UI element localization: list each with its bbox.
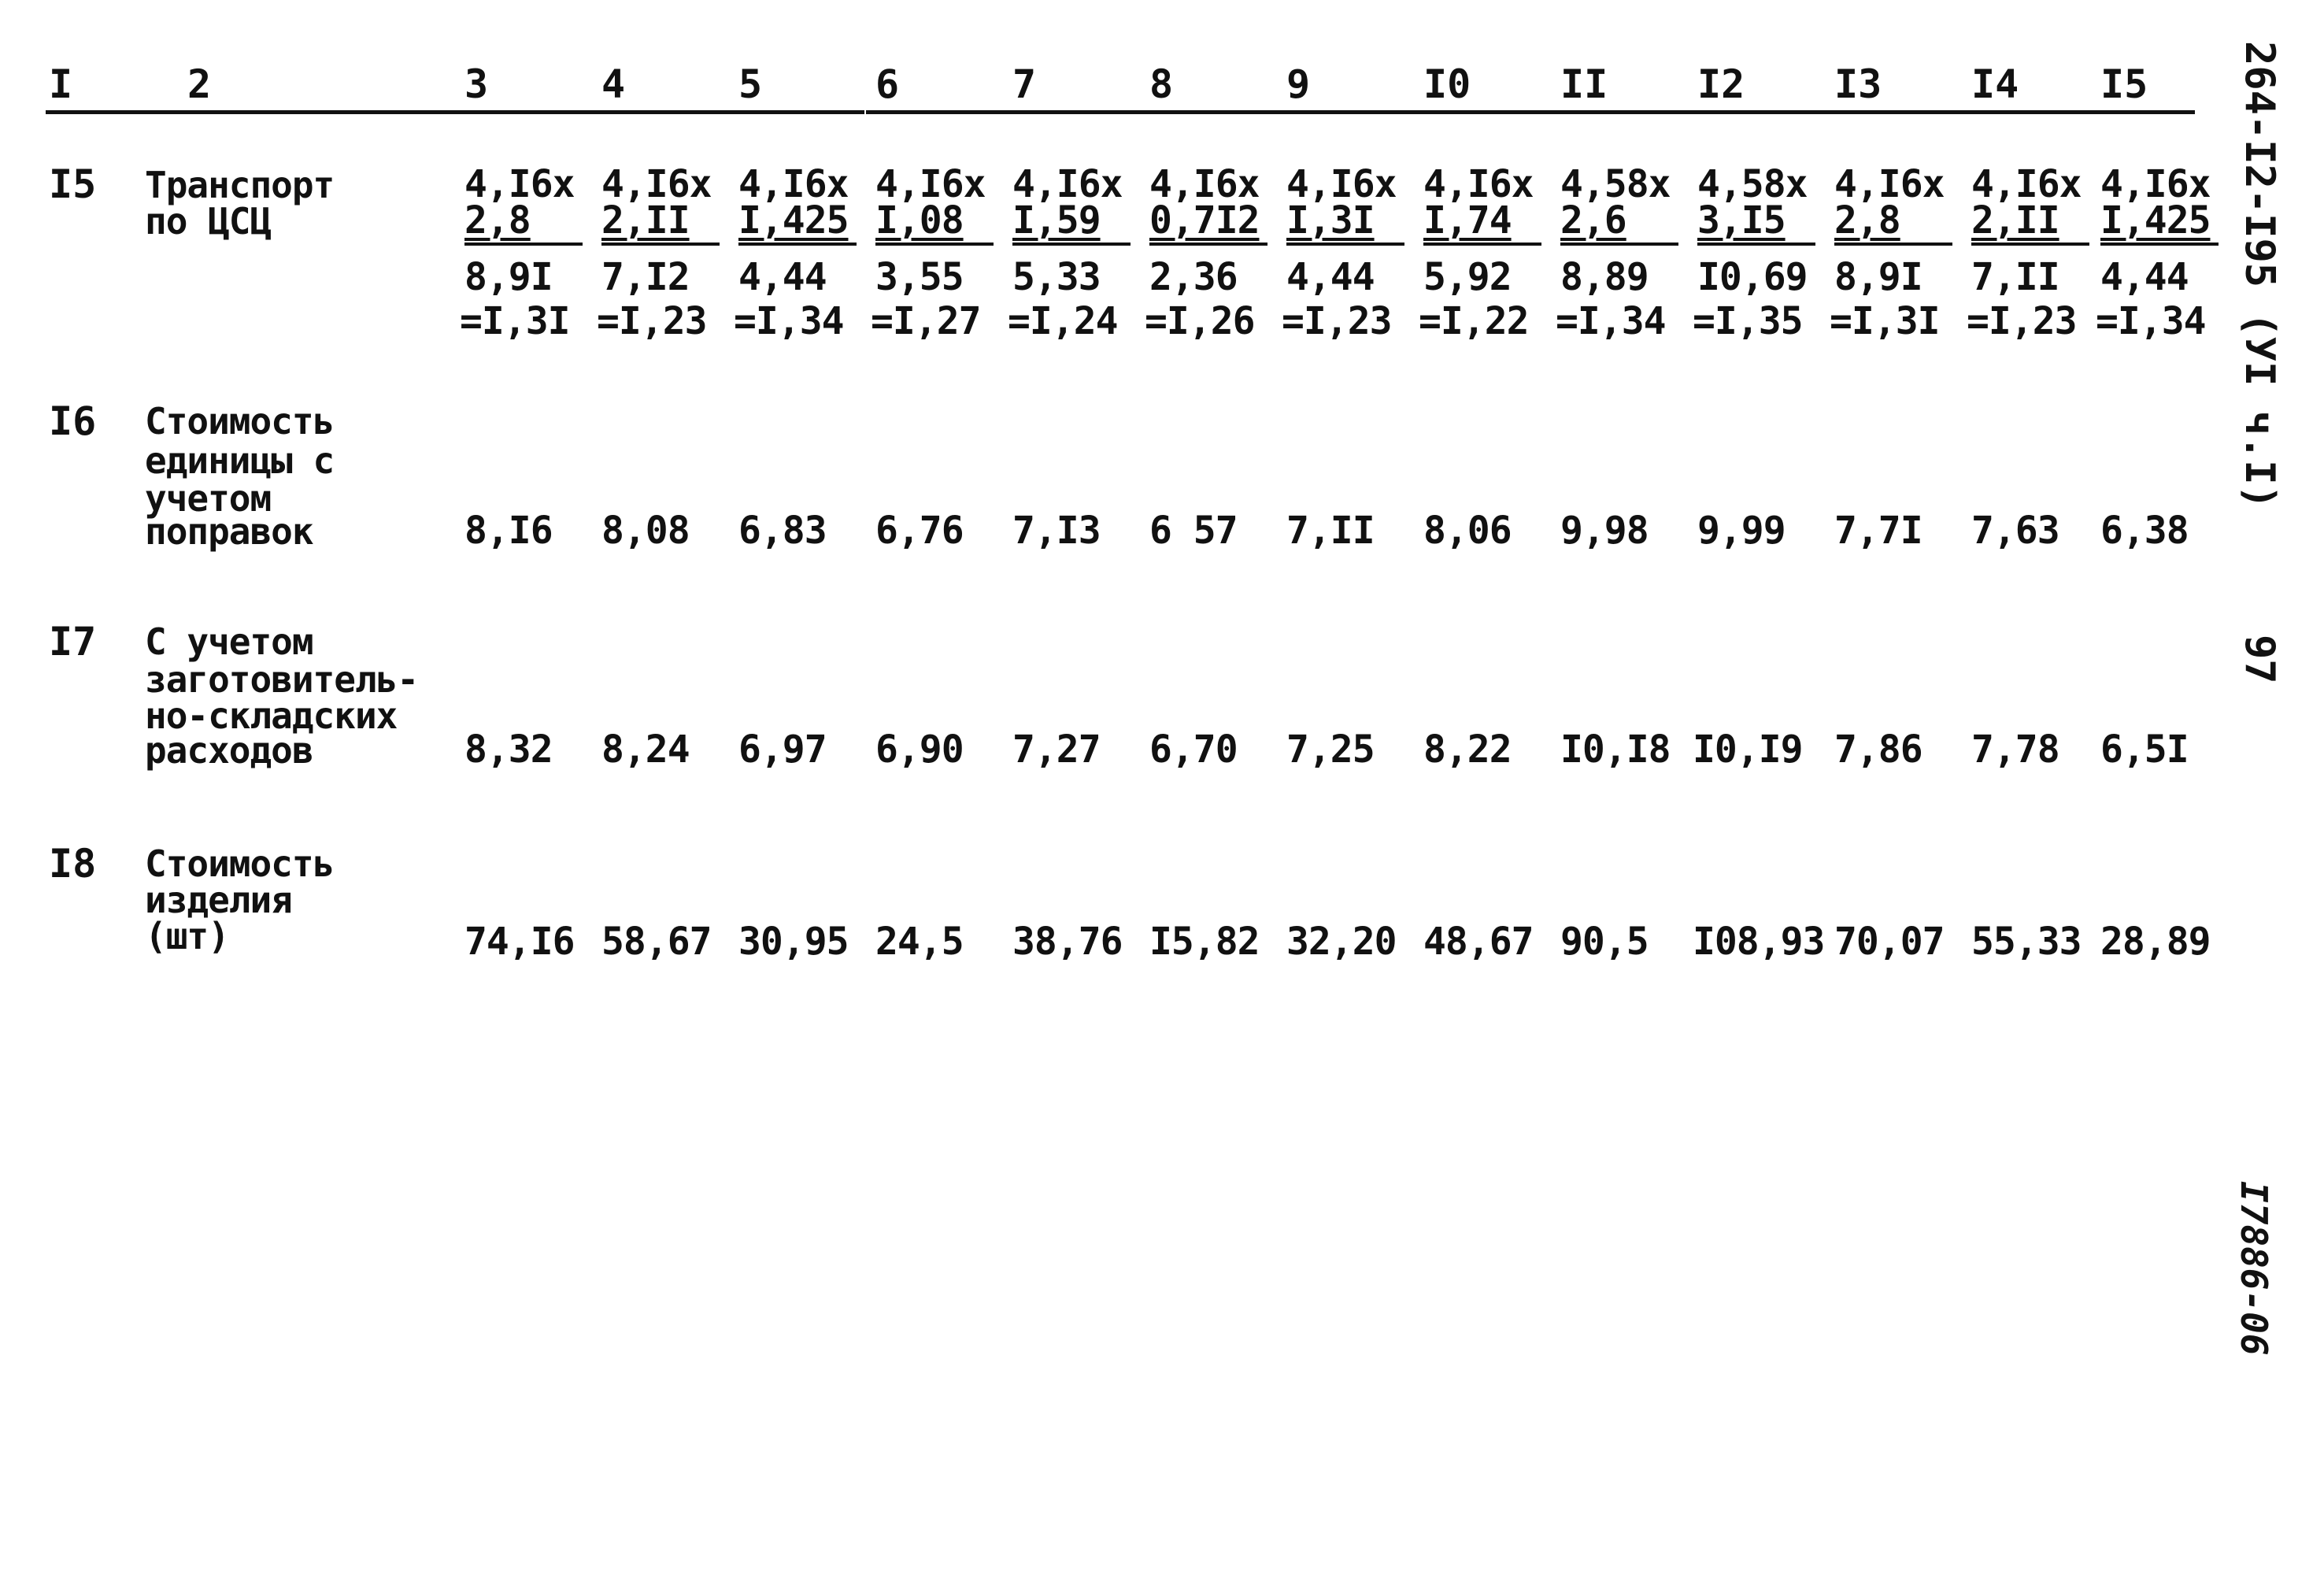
transport-product: 7,I2 bbox=[601, 255, 690, 299]
transport-result: =I,3I bbox=[460, 299, 570, 343]
transport-rate: 4,I6x bbox=[1012, 162, 1123, 206]
unit-cost-value: 9,99 bbox=[1697, 509, 1786, 553]
fraction-rule bbox=[1834, 243, 1952, 246]
transport-rate: 4,I6x bbox=[464, 162, 575, 206]
header-col-5: 5 bbox=[738, 61, 763, 107]
procurement-cost-value: I0,I8 bbox=[1560, 728, 1671, 772]
procurement-cost-value: 7,86 bbox=[1834, 728, 1922, 772]
transport-result: =I,23 bbox=[597, 299, 707, 343]
fraction-rule bbox=[875, 243, 994, 246]
transport-distance: 2,6 bbox=[1560, 198, 1626, 243]
transport-distance: I,08 bbox=[875, 198, 964, 243]
row-number: I5 bbox=[49, 161, 97, 207]
header-col-1: I bbox=[49, 61, 73, 107]
transport-distance: 2,II bbox=[601, 198, 690, 243]
fraction-rule bbox=[738, 243, 857, 246]
transport-rate: 4,I6x bbox=[1971, 162, 2082, 206]
transport-rate: 4,I6x bbox=[2100, 162, 2211, 206]
transport-result: =I,26 bbox=[1145, 299, 1255, 343]
header-col-10: I0 bbox=[1423, 61, 1471, 107]
unit-cost-value: 8,06 bbox=[1423, 509, 1512, 553]
transport-rate: 4,I6x bbox=[1423, 162, 1534, 206]
transport-result: =I,3I bbox=[1830, 299, 1940, 343]
transport-product: I0,69 bbox=[1697, 255, 1808, 299]
header-col-2: 2 bbox=[187, 61, 212, 107]
header-rule-right bbox=[866, 110, 2195, 114]
item-cost-value: I5,82 bbox=[1149, 920, 1260, 964]
unit-cost-value: 7,63 bbox=[1971, 509, 2059, 553]
unit-cost-value: 9,98 bbox=[1560, 509, 1649, 553]
procurement-cost-value: 6,5I bbox=[2100, 728, 2189, 772]
transport-rate: 4,58x bbox=[1697, 162, 1808, 206]
procurement-cost-value: 8,22 bbox=[1423, 728, 1512, 772]
transport-distance: I,425 bbox=[738, 198, 849, 243]
header-rule-left bbox=[46, 110, 864, 114]
transport-rate: 4,I6x bbox=[1286, 162, 1397, 206]
header-col-4: 4 bbox=[601, 61, 626, 107]
item-cost-value: 30,95 bbox=[738, 920, 849, 964]
fraction-rule bbox=[1971, 243, 2089, 246]
fraction-rule bbox=[464, 243, 583, 246]
unit-cost-value: 7,II bbox=[1286, 509, 1375, 553]
transport-product: 8,9I bbox=[1834, 255, 1922, 299]
transport-distance: 2,II bbox=[1971, 198, 2059, 243]
header-col-7: 7 bbox=[1012, 61, 1037, 107]
procurement-cost-value: 8,24 bbox=[601, 728, 690, 772]
transport-product: 5,92 bbox=[1423, 255, 1512, 299]
transport-distance: 0,7I2 bbox=[1149, 198, 1260, 243]
row-label-line: но-складских bbox=[145, 694, 398, 737]
row-label-line: учетом bbox=[145, 477, 272, 520]
transport-rate: 4,I6x bbox=[601, 162, 712, 206]
procurement-cost-value: 6,97 bbox=[738, 728, 827, 772]
unit-cost-value: 6 57 bbox=[1149, 509, 1238, 553]
item-cost-value: 48,67 bbox=[1423, 920, 1534, 964]
transport-product: 4,44 bbox=[1286, 255, 1375, 299]
transport-rate: 4,58x bbox=[1560, 162, 1671, 206]
header-col-6: 6 bbox=[875, 61, 900, 107]
transport-rate: 4,I6x bbox=[1834, 162, 1945, 206]
archive-stamp: I7886-06 bbox=[2233, 1181, 2275, 1356]
unit-cost-value: 7,7I bbox=[1834, 509, 1922, 553]
unit-cost-value: 6,76 bbox=[875, 509, 964, 553]
procurement-cost-value: 6,70 bbox=[1149, 728, 1238, 772]
transport-result: =I,23 bbox=[1967, 299, 2077, 343]
row-number: I8 bbox=[49, 841, 97, 887]
fraction-rule bbox=[601, 243, 720, 246]
transport-product: 4,44 bbox=[738, 255, 827, 299]
transport-rate: 4,I6x bbox=[875, 162, 986, 206]
transport-product: 5,33 bbox=[1012, 255, 1101, 299]
procurement-cost-value: 7,78 bbox=[1971, 728, 2059, 772]
fraction-rule bbox=[1149, 243, 1267, 246]
transport-result: =I,24 bbox=[1008, 299, 1118, 343]
transport-product: 2,36 bbox=[1149, 255, 1238, 299]
header-col-9: 9 bbox=[1286, 61, 1311, 107]
item-cost-value: 24,5 bbox=[875, 920, 964, 964]
header-col-15: I5 bbox=[2100, 61, 2148, 107]
header-col-13: I3 bbox=[1834, 61, 1882, 107]
transport-product: 4,44 bbox=[2100, 255, 2189, 299]
transport-result: =I,34 bbox=[734, 299, 844, 343]
transport-product: 8,89 bbox=[1560, 255, 1649, 299]
header-col-12: I2 bbox=[1697, 61, 1745, 107]
row-label-line: единицы с bbox=[145, 439, 335, 482]
row-label-line: заготовитель- bbox=[145, 658, 419, 701]
transport-distance: I,3I bbox=[1286, 198, 1375, 243]
transport-product: 3,55 bbox=[875, 255, 964, 299]
transport-rate: 4,I6x bbox=[738, 162, 849, 206]
transport-result: =I,35 bbox=[1693, 299, 1803, 343]
unit-cost-value: 8,08 bbox=[601, 509, 690, 553]
header-col-11: II bbox=[1560, 61, 1608, 107]
transport-result: =I,23 bbox=[1282, 299, 1392, 343]
row-label-line: (шт) bbox=[145, 915, 229, 957]
document-code: 264-I2-I95 (УI ч.I) bbox=[2236, 41, 2283, 509]
item-cost-value: I08,93 bbox=[1693, 920, 1825, 964]
fraction-rule bbox=[2100, 243, 2219, 246]
header-col-3: 3 bbox=[464, 61, 489, 107]
fraction-rule bbox=[1423, 243, 1541, 246]
transport-result: =I,34 bbox=[2096, 299, 2206, 343]
procurement-cost-value: 7,27 bbox=[1012, 728, 1101, 772]
unit-cost-value: 6,83 bbox=[738, 509, 827, 553]
transport-distance: 2,8 bbox=[1834, 198, 1900, 243]
transport-distance: 2,8 bbox=[464, 198, 531, 243]
procurement-cost-value: I0,I9 bbox=[1693, 728, 1803, 772]
fraction-rule bbox=[1560, 243, 1678, 246]
procurement-cost-value: 6,90 bbox=[875, 728, 964, 772]
page-number: 97 bbox=[2236, 635, 2283, 684]
transport-result: =I,22 bbox=[1419, 299, 1529, 343]
row-label-line: по ЦСЦ bbox=[145, 200, 272, 243]
row-number: I7 bbox=[49, 619, 97, 665]
transport-product: 7,II bbox=[1971, 255, 2059, 299]
procurement-cost-value: 8,32 bbox=[464, 728, 553, 772]
row-label-line: изделия bbox=[145, 879, 292, 921]
item-cost-value: 90,5 bbox=[1560, 920, 1649, 964]
item-cost-value: 58,67 bbox=[601, 920, 712, 964]
transport-result: =I,34 bbox=[1556, 299, 1666, 343]
unit-cost-value: 6,38 bbox=[2100, 509, 2189, 553]
fraction-rule bbox=[1012, 243, 1131, 246]
transport-distance: 3,I5 bbox=[1697, 198, 1786, 243]
item-cost-value: 55,33 bbox=[1971, 920, 2082, 964]
row-label-line: Стоимость bbox=[145, 400, 335, 442]
header-col-8: 8 bbox=[1149, 61, 1174, 107]
transport-result: =I,27 bbox=[871, 299, 981, 343]
row-label-line: Транспорт bbox=[145, 164, 335, 206]
procurement-cost-value: 7,25 bbox=[1286, 728, 1375, 772]
row-label-line: поправок bbox=[145, 510, 313, 553]
row-label-line: расходов bbox=[145, 729, 313, 772]
item-cost-value: 74,I6 bbox=[464, 920, 575, 964]
transport-product: 8,9I bbox=[464, 255, 553, 299]
fraction-rule bbox=[1286, 243, 1404, 246]
item-cost-value: 28,89 bbox=[2100, 920, 2211, 964]
transport-distance: I,425 bbox=[2100, 198, 2211, 243]
unit-cost-value: 7,I3 bbox=[1012, 509, 1101, 553]
row-number: I6 bbox=[49, 398, 97, 444]
header-col-14: I4 bbox=[1971, 61, 2019, 107]
transport-rate: 4,I6x bbox=[1149, 162, 1260, 206]
item-cost-value: 38,76 bbox=[1012, 920, 1123, 964]
item-cost-value: 32,20 bbox=[1286, 920, 1397, 964]
row-label-line: С учетом bbox=[145, 620, 313, 663]
row-label-line: Стоимость bbox=[145, 842, 335, 885]
fraction-rule bbox=[1697, 243, 1815, 246]
transport-distance: I,74 bbox=[1423, 198, 1512, 243]
item-cost-value: 70,07 bbox=[1834, 920, 1945, 964]
transport-distance: I,59 bbox=[1012, 198, 1101, 243]
unit-cost-value: 8,I6 bbox=[464, 509, 553, 553]
